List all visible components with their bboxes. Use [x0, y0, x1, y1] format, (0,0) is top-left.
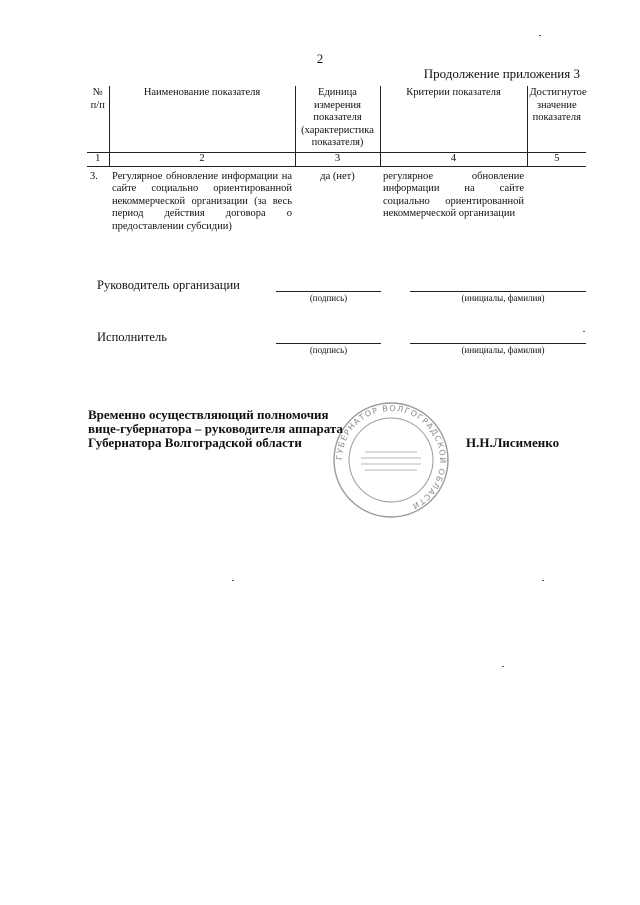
scan-speck	[539, 35, 541, 36]
column-number: 3	[295, 152, 380, 166]
row-number: 3.	[90, 170, 98, 182]
executor-signature-line	[276, 343, 381, 344]
row-criteria: регулярное обновление информации на сайте социально ориентированной некоммерческой организации	[383, 170, 524, 219]
header-indicator-name: Наименование показателя	[109, 86, 295, 152]
appendix-continuation: Продолжение приложения 3	[423, 66, 580, 81]
official-name: Н.Н.Лисименко	[466, 435, 560, 450]
executor-signature-caption: (подпись)	[309, 345, 348, 355]
official-position-line-2: вице-губернатора – руководителя аппарата	[88, 421, 343, 436]
official-seal	[331, 400, 451, 520]
head-initials-line	[410, 291, 586, 292]
column-numbers-row	[87, 152, 586, 166]
official-position-line-1: Временно осуществляющий полномочия	[88, 407, 329, 422]
executor-initials-line	[410, 343, 586, 344]
scan-speck	[232, 580, 234, 581]
table-row	[87, 166, 586, 233]
executor-label: Исполнитель	[97, 330, 167, 344]
indicators-table	[87, 86, 586, 233]
header-unit: Единица измерения показателя (характеристика показателя)	[295, 86, 380, 152]
head-of-organization-label: Руководитель организации	[97, 278, 240, 292]
scan-speck	[542, 580, 544, 581]
header-criteria: Критерии показателя	[380, 86, 527, 152]
header-achieved-value: Достигнутое значение показателя	[527, 86, 586, 152]
column-number: 2	[109, 152, 295, 166]
row-unit: да (нет)	[320, 170, 355, 182]
table-header-row	[87, 86, 586, 152]
column-number: 5	[527, 152, 586, 166]
executor-initials-caption: (инициалы, фамилия)	[461, 345, 545, 355]
scan-speck	[502, 666, 504, 667]
head-signature-line	[276, 291, 381, 292]
row-achieved-value	[527, 166, 586, 233]
head-signature-caption: (подпись)	[309, 293, 348, 303]
page-number: 2	[316, 51, 324, 66]
official-position-line-3: Губернатора Волгоградской области	[88, 435, 302, 450]
svg-text:ГУБЕРНАТОР ВОЛГОГРАДСКОЙ ОБЛАС: ГУБЕРНАТОР ВОЛГОГРАДСКОЙ ОБЛАСТИ	[334, 403, 448, 512]
scan-speck	[583, 331, 585, 332]
column-number: 1	[87, 152, 109, 166]
row-indicator-name: Регулярное обновление информации на сайте социально ориентированной некоммерческой организации (за весь период действия договора о предоставлении субсидии)	[112, 170, 292, 232]
head-initials-caption: (инициалы, фамилия)	[461, 293, 545, 303]
column-number: 4	[380, 152, 527, 166]
header-number: № п/п	[87, 86, 109, 152]
